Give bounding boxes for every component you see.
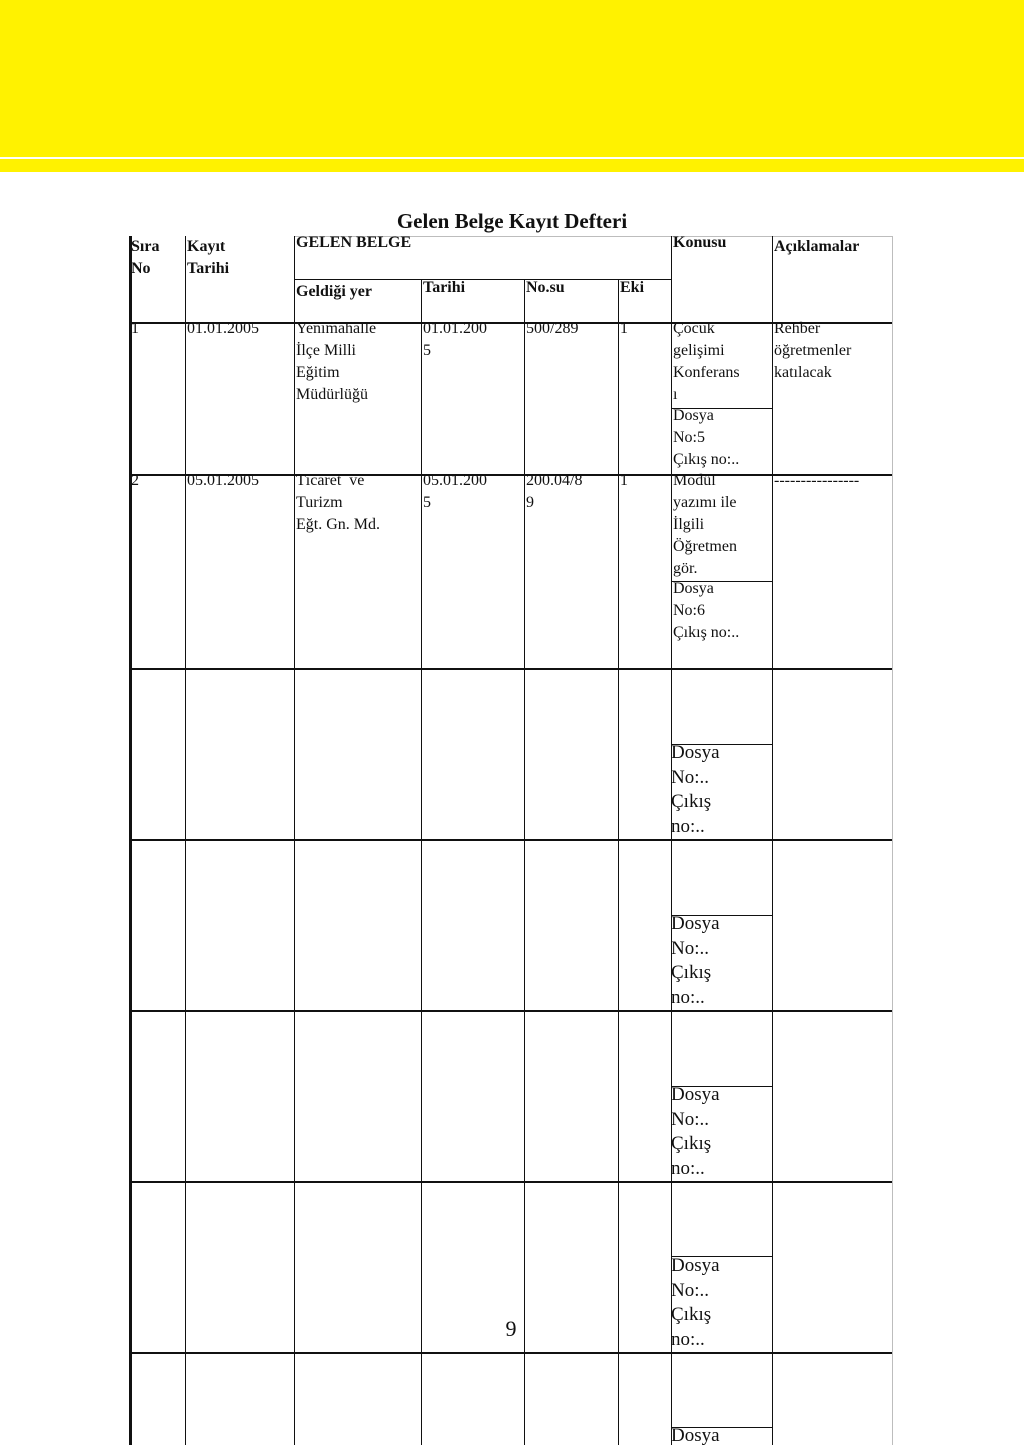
row2-eki: 1 — [620, 472, 628, 489]
row1-nosu: 500/289 — [526, 320, 579, 337]
row2-sira: 2 — [131, 472, 139, 489]
row1-konusu: Çocuk gelişimi Konferans ı — [673, 320, 740, 403]
header-band — [0, 0, 1024, 172]
column-divider — [772, 236, 773, 1445]
table-left-border — [129, 236, 132, 1445]
row2-kayit-tarihi: 05.01.2005 — [187, 472, 259, 489]
empty-row-dosya: Dosya No:.. Çıkış no:.. — [671, 913, 720, 1008]
empty-row-dosya: Dosya No:.. Çıkış no:.. — [671, 742, 720, 837]
row2-aciklama: ---------------- — [774, 472, 860, 489]
row1-sira: 1 — [131, 320, 139, 337]
header-sira-no: Sıra No — [131, 238, 160, 277]
column-divider — [421, 279, 422, 1445]
header-gelen-belge: GELEN BELGE — [296, 234, 412, 251]
row-divider — [130, 1181, 893, 1183]
column-divider — [185, 236, 186, 1445]
header-eki: Eki — [620, 279, 645, 296]
row1-dosya: Dosya No:5 Çıkış no:.. — [673, 407, 740, 468]
page-title: Gelen Belge Kayıt Defteri — [396, 209, 628, 233]
row2-dosya: Dosya No:6 Çıkış no:.. — [673, 580, 740, 641]
row2-nosu: 200.04/8 9 — [526, 472, 583, 511]
column-divider — [294, 236, 295, 1445]
row1-tarihi: 01.01.200 5 — [423, 320, 487, 359]
header-geldigi-yer: Geldiği yer — [296, 283, 372, 300]
empty-row-dosya: Dosya No:.. Çıkış no:.. — [671, 1255, 720, 1350]
last-row-dosya: Dosya — [671, 1425, 720, 1446]
empty-row-dosya: Dosya No:.. Çıkış no:.. — [671, 1084, 720, 1179]
row-divider — [130, 1352, 893, 1354]
row1-geldigi-yer: Yenımahalle İlçe Milli Eğitim Müdürlüğü — [296, 320, 377, 403]
row-divider — [130, 668, 893, 670]
row1-aciklama: Rehber öğretmenler katılacak — [774, 320, 852, 381]
page-number: 9 — [505, 1316, 517, 1341]
subheader-divider — [294, 279, 672, 280]
header-aciklamalar: Açıklamalar — [774, 238, 860, 255]
row2-konusu: Modül yazımı ile İlgili Öğretmen gör. — [673, 472, 737, 577]
row-divider — [130, 839, 893, 841]
header-tarihi: Tarihi — [423, 279, 466, 296]
row1-eki: 1 — [620, 320, 628, 337]
header-konusu: Konusu — [673, 234, 727, 251]
column-divider — [618, 279, 619, 1445]
column-divider — [524, 279, 525, 1445]
band-divider — [0, 157, 1024, 159]
row-divider — [130, 1010, 893, 1012]
row2-geldigi-yer: Tıcaret ve Turizm Eğt. Gn. Md. — [296, 472, 380, 533]
header-kayit-tarihi: Kayıt Tarihi — [187, 238, 230, 277]
table-right-border — [892, 236, 893, 1445]
header-nosu: No.su — [526, 279, 565, 296]
row2-tarihi: 05.01.200 5 — [423, 472, 487, 511]
row1-kayit-tarihi: 01.01.2005 — [187, 320, 259, 337]
